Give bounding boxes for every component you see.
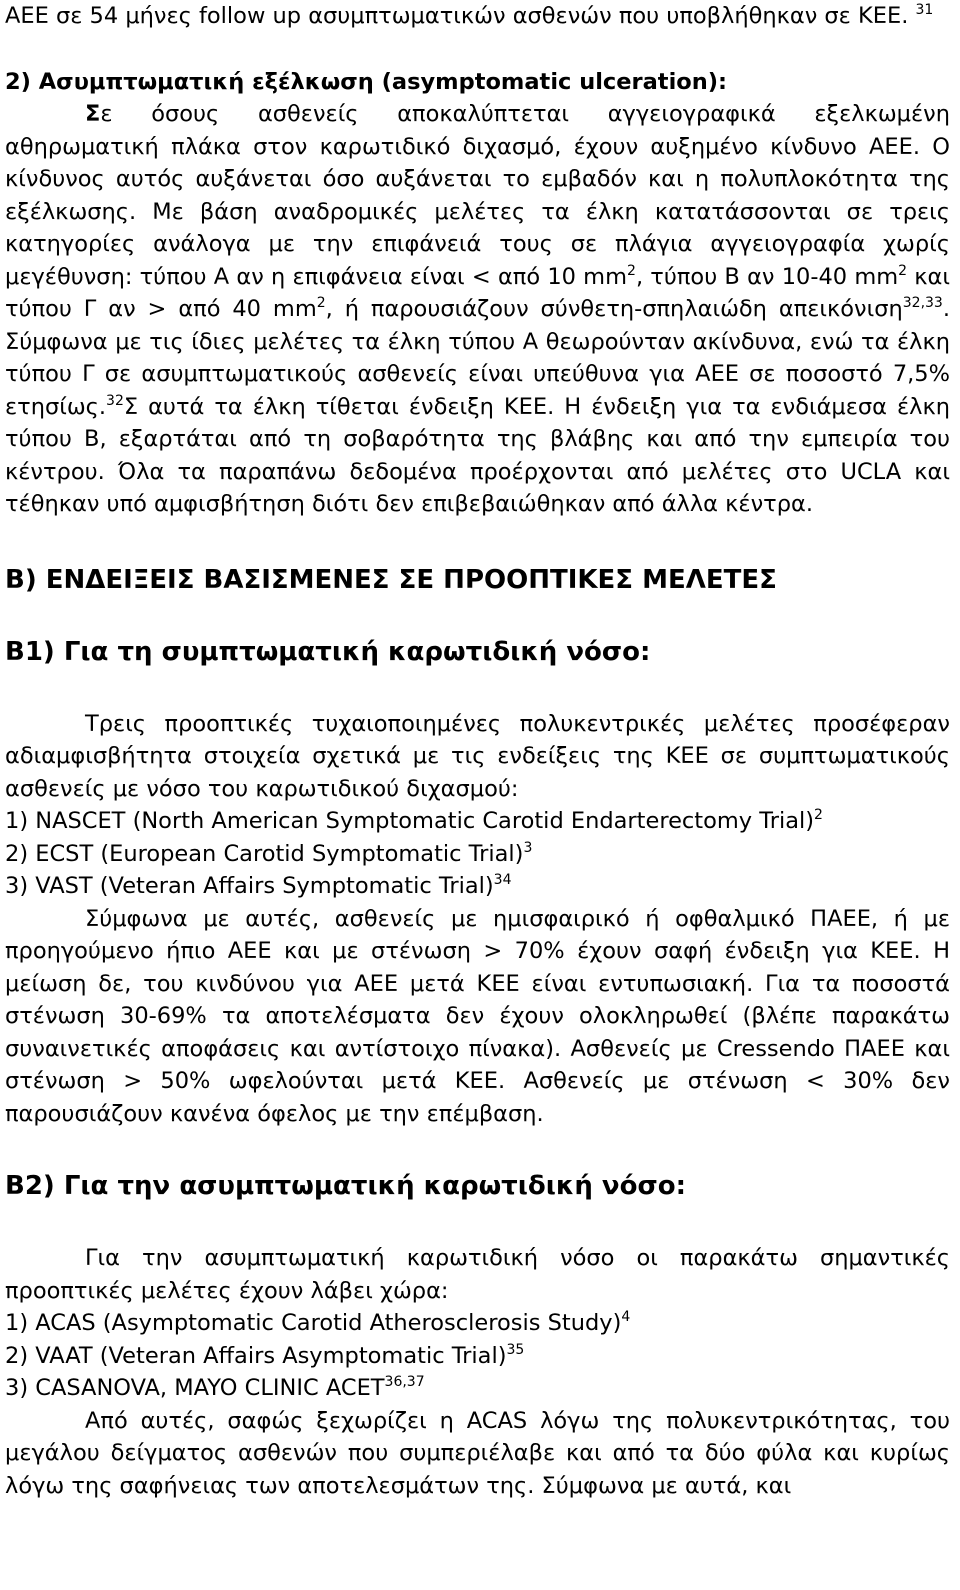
b1-item-1-ref: 2	[814, 807, 823, 823]
b1-item-1-text: 1) NASCET (North American Symptomatic Carotid Endarterectomy Trial)	[5, 808, 815, 834]
list-item	[5, 838, 950, 871]
superscript-2c: 2	[316, 295, 326, 311]
reference-31: 31	[915, 2, 934, 18]
b2-conclusion: Από αυτές, σαφώς ξεχωρίζει η ACAS λόγω της πολυκεντρικότητας, του μεγάλου δείγματος ασθενών που συμπεριέλαβε και από τα δύο φύλα και κυρίως λόγω της σαφήνειας των αποτελεσμάτων της. Σύμφωνα με αυτά, και	[5, 1407, 950, 1499]
b1-conclusion: Σύμφωνα με αυτές, ασθενείς με ημισφαιρικό ή οφθαλμικό ΠΑΕΕ, ή με προηγούμενο ήπιο ΑΕΕ και με στένωση > 70% έχουν σαφή ένδειξη για ΚΕΕ. Η μείωση δε, του κινδύνου για ΑΕΕ μετά ΚΕΕ είναι εντυπωσιακή. Για τα ποσοστά στένωση 30-69% τα αποτελέσματα δεν έχουν ολοκληρωθεί (βλέπε παρακάτω συναινετικές αποφάσεις και αντίστοιχο πίνακα). Ασθενείς με Cressendo ΠΑΕΕ και στένωση > 50% ωφελούνται μετά ΚΕΕ. Ασθενείς με στένωση < 30% δεν παρουσιάζουν κανένα όφελος με την επέμβαση.	[5, 905, 950, 1127]
list-item	[5, 870, 950, 903]
b1-item-2-text: 2) ECST (European Carotid Symptomatic Trial)	[5, 840, 524, 867]
b1-item-3-text: 3) VAST (Veteran Affairs Symptomatic Trial)	[5, 873, 494, 899]
list-item	[5, 1307, 950, 1340]
reference-32: 32	[106, 392, 124, 409]
reference-32-33: 32,33	[902, 295, 943, 311]
b1-item-3-ref: 34	[493, 872, 512, 888]
list-item	[5, 805, 950, 838]
b2-item-3-text: 3) CASANOVA, MAYO CLINIC ACET	[5, 1375, 385, 1401]
document-page	[5, 0, 950, 1502]
ulceration-title: 2) Ασυμπτωματική εξέλκωση (asymptomatic ulceration):	[5, 68, 728, 95]
superscript-2b: 2	[898, 262, 908, 279]
ulceration-text-4: , ή παρουσιάζουν σύνθετη-σπηλαιώδη απεικόνιση	[325, 296, 903, 322]
section-b-heading: Β) ΕΝΔΕΙΞΕΙΣ ΒΑΣΙΣΜΕΝΕΣ ΣΕ ΠΡΟΟΠΤΙΚΕΣ ΜΕΛΕΤΕΣ	[5, 564, 777, 595]
b2-item-1-ref: 4	[621, 1309, 631, 1325]
ulceration-text-5: . Σύμφωνα με τις ίδιες μελέτες τα έλκη τύπου Α θεωρούνταν ακίνδυνα, ενώ τα έλκη τύπου Γ σε ασυμπτωματικούς ασθενείς είναι υπεύθυνα για ΑΕΕ σε ποσοστό 7,5% ετησίως.	[5, 296, 950, 420]
b1-item-2-ref: 3	[523, 839, 533, 856]
b1-intro: Τρεις προοπτικές τυχαιοποιημένες πολυκεντρικές μελέτες προσέφεραν αδιαμφισβήτητα στοιχεία σχετικά με τις ενδείξεις της ΚΕΕ σε συμπτωματικούς ασθενείς με νόσο του καρωτιδικού διχασμού:	[5, 710, 950, 802]
superscript-2a: 2	[627, 262, 636, 279]
intro-text: ΑΕΕ σε 54 μήνες follow up ασυμπτωματικών ασθενών που υποβλήθηκαν σε ΚΕΕ.	[5, 3, 909, 29]
ulceration-paragraph	[5, 98, 950, 521]
intro-paragraph	[5, 0, 950, 33]
b2-intro: Για την ασυμπτωματική καρωτιδική νόσο οι παρακάτω σημαντικές προοπτικές μελέτες έχουν λάβει χώρα:	[5, 1245, 950, 1304]
b2-item-2-text: 2) VAAT (Veteran Affairs Asymptomatic Trial)	[5, 1342, 507, 1369]
b2-item-1-text: 1) ACAS (Asymptomatic Carotid Atherosclerosis Study)	[5, 1310, 622, 1336]
ulceration-text-2: , τύπου Β αν 10-40 mm	[635, 263, 899, 290]
list-item	[5, 1340, 950, 1373]
ulceration-text-3: και τύπου Γ αν > από 40 mm	[5, 263, 951, 322]
ulceration-text-6: Σ αυτά τα έλκη τίθεται ένδειξη ΚΕΕ. Η ένδειξη για τα ενδιάμεσα έλκη τύπου Β, εξαρτάται από τη σοβαρότητα της βλάβης και από την εμπειρία του κέντρου. Όλα τα παραπάνω δεδομένα προέρχονται από μελέτες στο UCLA και τέθηκαν υπό αμφισβήτηση διότι δεν επιβεβαιώθηκαν από άλλα κέντρα.	[5, 393, 950, 517]
list-item	[5, 1372, 950, 1405]
b2-heading: Β2) Για την ασυμπτωματική καρωτιδική νόσο:	[5, 1171, 687, 1201]
b2-item-2-ref: 35	[506, 1341, 525, 1358]
b2-item-3-ref: 36,37	[384, 1374, 425, 1390]
drop-letter: Σ	[85, 101, 101, 127]
ulceration-text-1: ε όσους ασθενείς αποκαλύπτεται αγγειογραφικά εξελκωμένη αθηρωματική πλάκα στον καρωτιδικό διχασμό, έχουν αυξημένο κίνδυνο ΑΕΕ. Ο κίνδυνος αυτός αυξάνεται όσο αυξάνεται το εμβαδόν και η πολυπλοκότητα της εξέλκωσης. Με βάση αναδρομικές μελέτες τα έλκη κατατάσσονται σε τρεις κατηγορίες ανάλογα με την επιφάνειά τους σε πλάγια αγγειογραφία χωρίς μεγέθυνση: τύπου Α αν η επιφάνεια είναι < από 10 mm	[5, 101, 950, 290]
b1-heading: Β1) Για τη συμπτωματική καρωτιδική νόσο:	[5, 636, 651, 667]
